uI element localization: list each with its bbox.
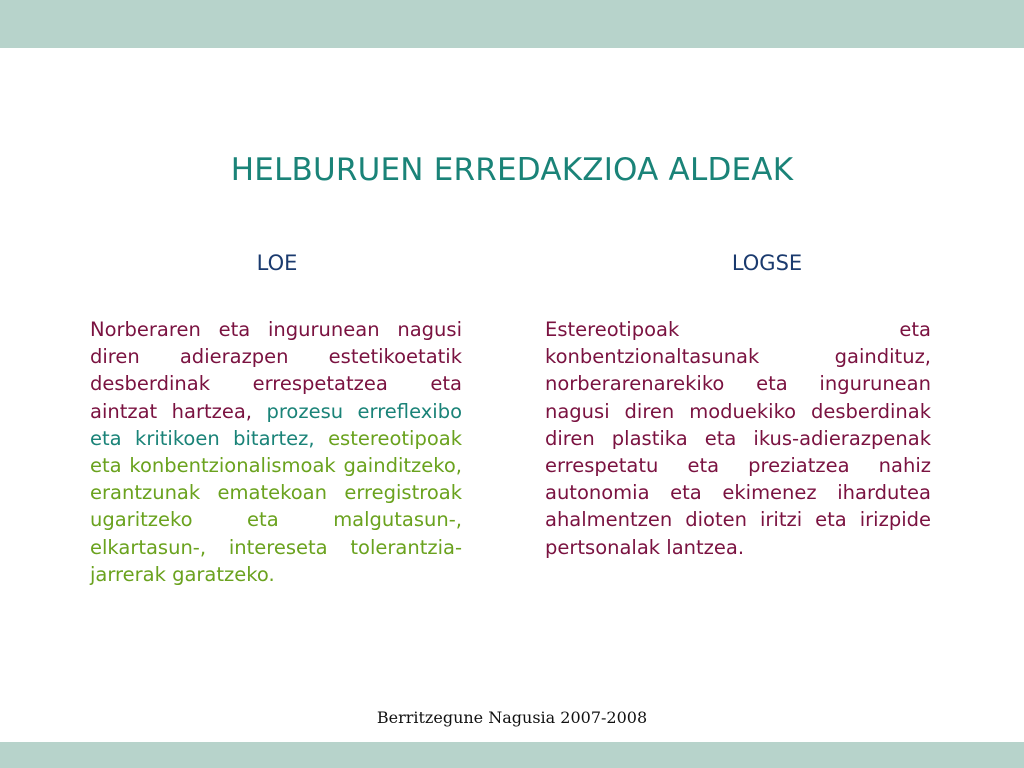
logse-text: Estereotipoak eta konbentzionaltasunak gaindituz, norberarenarekiko eta ingurunean nagusi diren moduekiko desberdinak diren plastika eta ikus-adierazpenak errespetatu eta preziatzea nahiz autonomia eta ekimenez ihardutea ahalmentzen dioten iritzi eta irizpide pertsonalak lantzea. bbox=[545, 318, 931, 559]
footer-credit: Berritzegune Nagusia 2007-2008 bbox=[376, 708, 648, 727]
loe-heading: LOE bbox=[256, 251, 298, 275]
loe-text-maroon: Norberaren eta ingurunean nagusi diren adierazpen estetikoetatik desberdinak errespetatzea eta aintzat hartzea, bbox=[90, 318, 462, 423]
slide-title: HELBURUEN ERREDAKZIOA ALDEAK bbox=[230, 152, 794, 188]
loe-text-teal: prozesu erreflexibo eta kritikoen bitartez, bbox=[90, 399, 463, 450]
bottom-band bbox=[0, 742, 1024, 768]
loe-text-green: estereotipoak eta konbentzionalismoak gainditzeko, erantzunak ematekoan erregistroak ugaritzeko eta malgutasun-, elkartasun-, intereseta tolerantzia-jarrerak garatzeko. bbox=[90, 426, 462, 586]
top-band bbox=[0, 0, 1024, 48]
loe-text bbox=[90, 316, 462, 588]
logse-heading: LOGSE bbox=[731, 251, 803, 275]
